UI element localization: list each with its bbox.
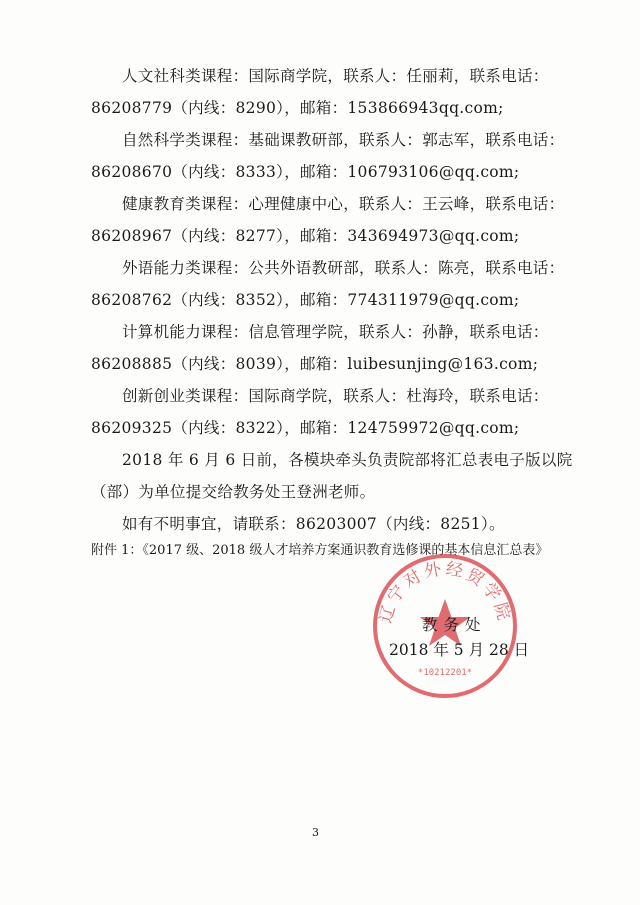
body-line: 如有不明事宜，请联系：86203007（内线：8251）。 — [122, 515, 505, 533]
body-line: 86208762（内线：8352），邮箱：774311979@qq.com; — [91, 291, 520, 309]
body-line: 86208967（内线：8277），邮箱：343694973@qq.com; — [91, 227, 520, 245]
body-line: （部）为单位提交给教务处王登洲老师。 — [91, 483, 376, 501]
body-line: 86208670（内线：8333），邮箱：106793106@qq.com; — [91, 163, 520, 181]
issuing-department: 教务处 — [422, 616, 487, 634]
body-line: 外语能力类课程：公共外语教研部，联系人：陈亮，联系电话： — [122, 259, 565, 277]
body-line: 创新创业类课程：国际商学院，联系人：杜海玲，联系电话： — [122, 387, 549, 405]
body-line: 计算机能力课程：信息管理学院，联系人：孙静，联系电话： — [122, 323, 549, 341]
body-line: 2018 年 6 月 6 日前，各模块牵头负责院部将汇总表电子版以院 — [122, 451, 573, 469]
seal-text: 辽宁对外经贸学院 — [375, 558, 515, 626]
seal-code: *10212201* — [417, 668, 473, 678]
body-line: 86209325（内线：8322），邮箱：124759972@qq.com; — [91, 419, 520, 437]
body-line: 人文社科类课程：国际商学院，联系人：任丽莉，联系电话： — [122, 67, 549, 85]
body-line: 健康教育类课程：心理健康中心，联系人：王云峰，联系电话： — [122, 195, 565, 213]
body-line: 86208779（内线：8290），邮箱：153866943qq.com; — [91, 99, 504, 117]
issue-date: 2018 年 5 月 28 日 — [389, 641, 530, 659]
page-number: 3 — [312, 826, 319, 839]
attachment-note: 附件 1：《2017 级、2018 级人才培养方案通识教育选修课的基本信息汇总表》 — [91, 543, 549, 558]
body-line: 自然科学类课程：基础课教研部，联系人：郭志军，联系电话： — [122, 131, 565, 149]
body-line: 86208885（内线：8039），邮箱：luibesunjing@163.com; — [91, 355, 539, 373]
